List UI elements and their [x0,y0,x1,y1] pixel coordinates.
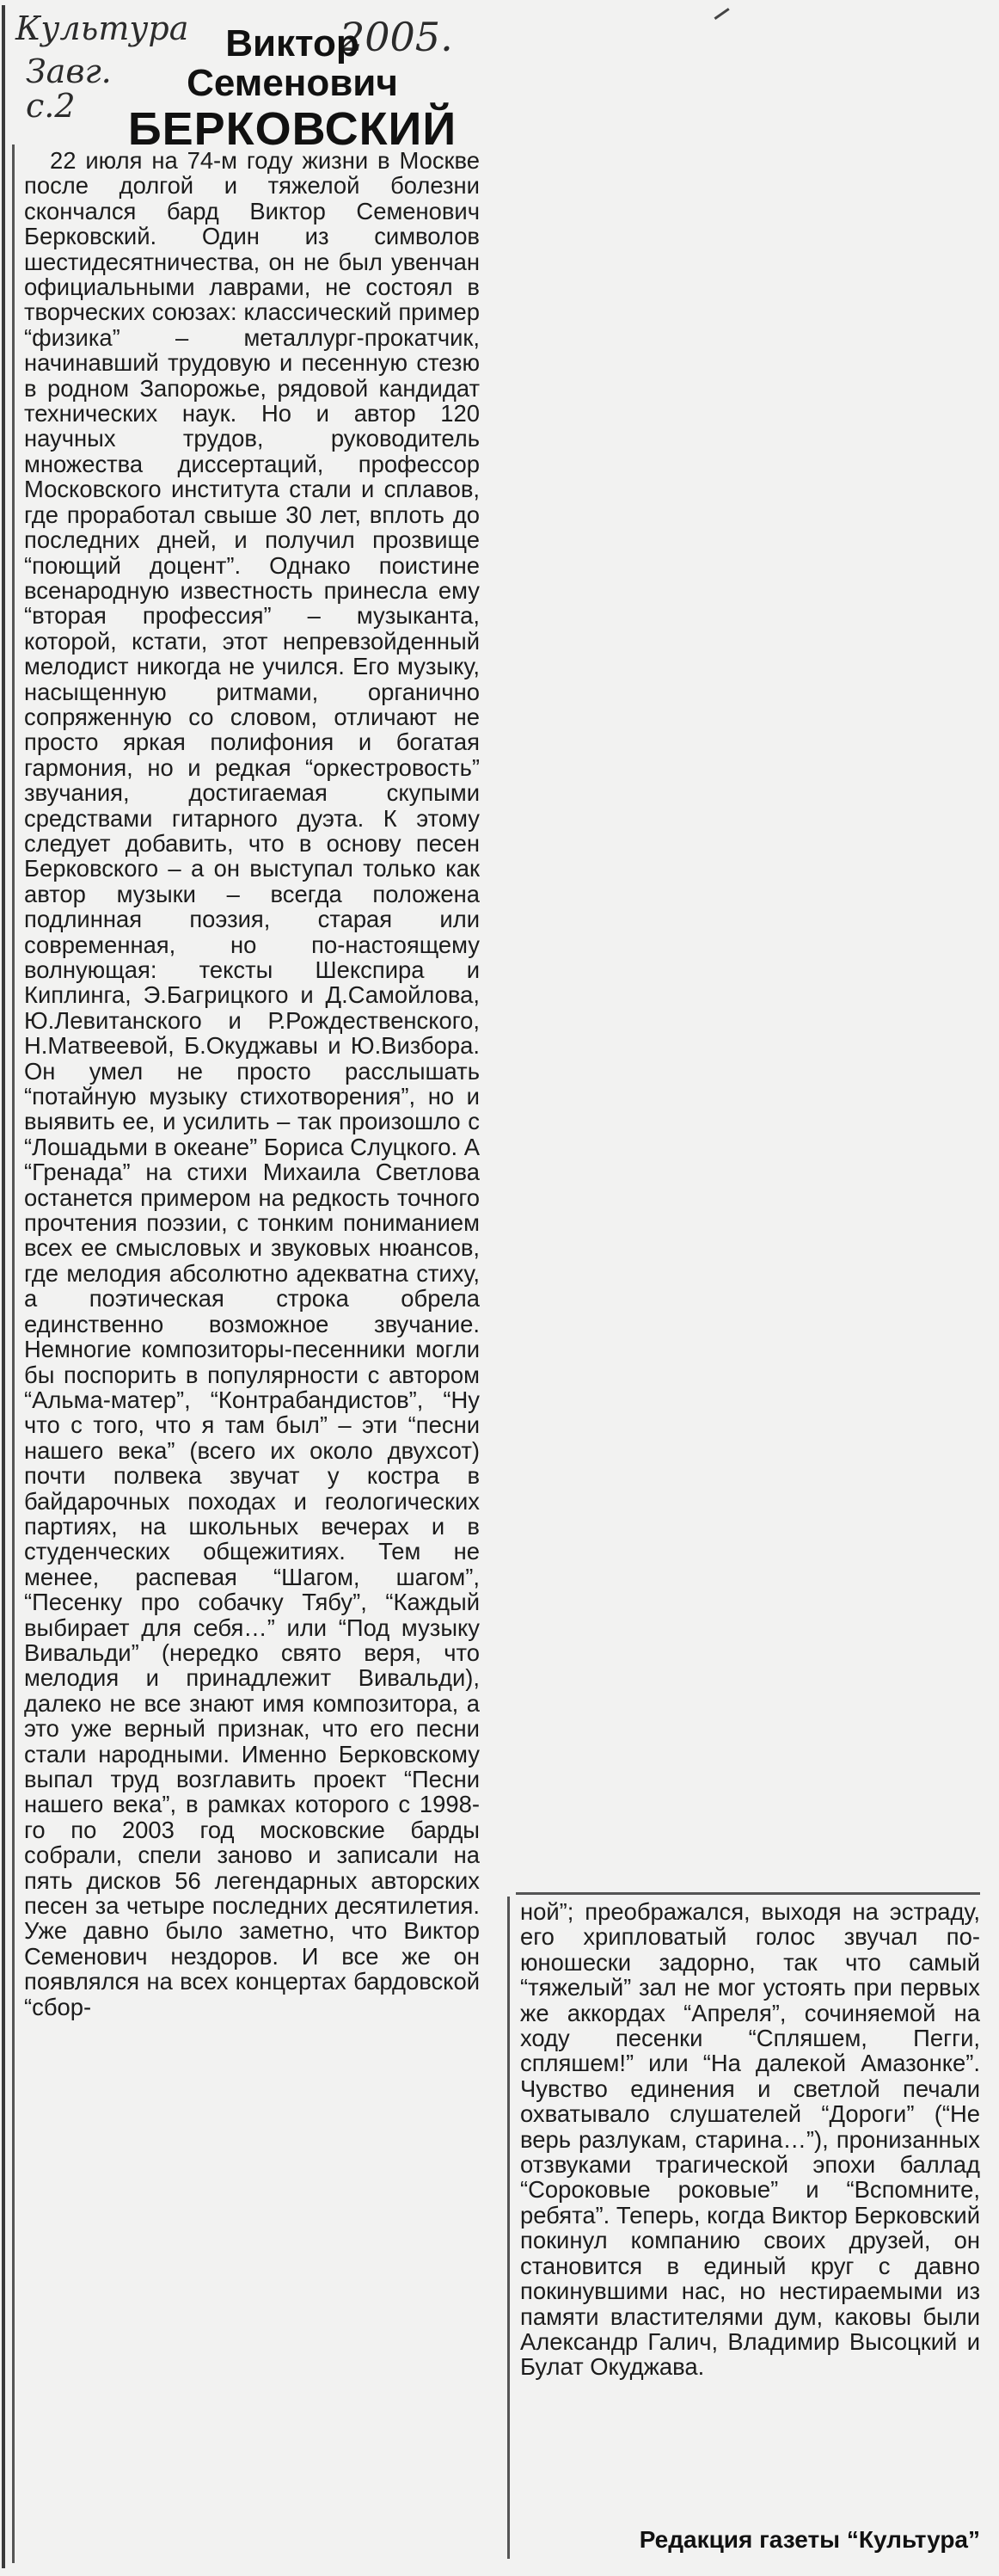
article-continuation-text: ной”; преображался, выходя на эстраду, его хрипловатый голос звучал по-юношески задорно, так что самый “тяжелый” зал не мог устоять при первых же аккордах “Апреля”, сочиняемой на ходу песенки “Спляшем, Пегги, спляшем!” или “На далекой Амазонке”. Чувство единения и светлой печали охватывало слушателей “Дороги” (“Не верь разлукам, старина…”), пронизанных отзвуками трагической эпохи баллад “Сороковые роковые” и “Вспомните, ребята”. Теперь, когда Виктор Берковский покинул компанию своих друзей, он становится в единый круг с давно покинувшими нас, но нестираемыми из памяти властителями дум, каковы были Александр Галич, Владимир Высоцкий и Булат Окуджава. [520,1899,980,2381]
article-signature: Редакция газеты “Культура” [639,2526,980,2553]
handwritten-date-note: Завг. [26,52,112,90]
handwritten-page-note: с.2 [26,87,76,125]
headline-patronymic: Семенович [187,62,398,104]
article-headline [120,24,464,155]
handwritten-year-note: 2005. [340,14,453,60]
edge-rule [2,5,5,2568]
article-body-text: 22 июля на 74-м году жизни в Москве после долгой и тяжелой болезни скончался бард Виктор Семенович Берковский. Один из символов шестидесятничества, он не был увенчан официальными лаврами, не состоял в творческих союзах: классический пример “физика” – металлург-прокатчик, начинавший трудовую и песенную стезю в родном Запорожье, рядовой кандидат технических наук. Но и автор 120 научных трудов, руководитель множества диссертаций, профессор Московского института стали и сплавов, где проработал свыше 30 лет, вплоть до последних дней, и получил прозвище “поющий доцент”. Однако поистине всенародную известность принесла ему “вторая профессия” – музыканта, которой, кстати, этот непревзойденный мелодист никогда не учился. Его музыку, насыщенную ритмами, органично сопряженную со словом, отличают не просто яркая полифония и богатая гармония, но и редкая “оркестровость” звучания, достигаемая скупыми средствами гитарного дуэта. К этому следует добавить, что в основу песен Берковского – а он выступал только как автор музыки – всегда положена подлинная поэзия, старая или современная, но по-настоящему волнующая: тексты Шекспира и Киплинга, Э.Багрицкого и Д.Самойлова, Ю.Левитанского и Р.Рождественского, Н.Матвеевой, Б.Окуджавы и Ю.Визбора. Он умел не просто расслышать “потайную музыку стихотворения”, но и выявить ее, и усилить – так произошло с “Лошадьми в океане” Бориса Слуцкого. А “Гренада” на стихи Михаила Светлова останется примером на редкость точного прочтения поэзии, с тонким пониманием всех ее смысловых и звуковых нюансов, где мелодия абсолютно адекватна стиху, а поэтическая строка обрела единственно возможное звучание. Немногие композиторы-песенники могли бы поспорить в популярности с автором “Альма-матер”, “Контрабандистов”, “Ну что с того, что я там был” – эти “песни нашего века” (всего их около двухсот) почти полвека звучат у костра в байдарочных походах и геологических партиях, на школьных вечерах и в студенческих общежитиях. Тем не менее, распевая “Шагом, шагом”, “Песенку про собачку Тябу”, “Каждый выбирает для себя…” или “Под музыку Вивальди” (нередко свято веря, что мелодия и принадлежит Вивальди), далеко не все знают имя композитора, а это уже верный признак, что его песни стали народными. Именно Берковскому выпал труд возглавить проект “Песни нашего века”, в рамках которого с 1998-го по 2003 год московские барды собрали, спели заново и записали на пять дисков 56 легендарных авторских песен за четыре последних десятилетия. Уже давно было заметно, что Виктор Семенович нездоров. И все же он появлялся на всех концертах бардовской “сбор- [24,148,480,2020]
column-rule-second [507,1897,510,2559]
column-top-rule [516,1892,980,1895]
headline-surname: БЕРКОВСКИЙ [127,103,457,155]
article-column-1 [24,148,480,2569]
handwritten-source-note: Культура [15,9,189,47]
pen-stroke-mark [706,0,729,20]
headline-first-name: Виктор [225,22,359,65]
article-column-2 [520,1899,980,2505]
column-rule [12,144,15,2563]
